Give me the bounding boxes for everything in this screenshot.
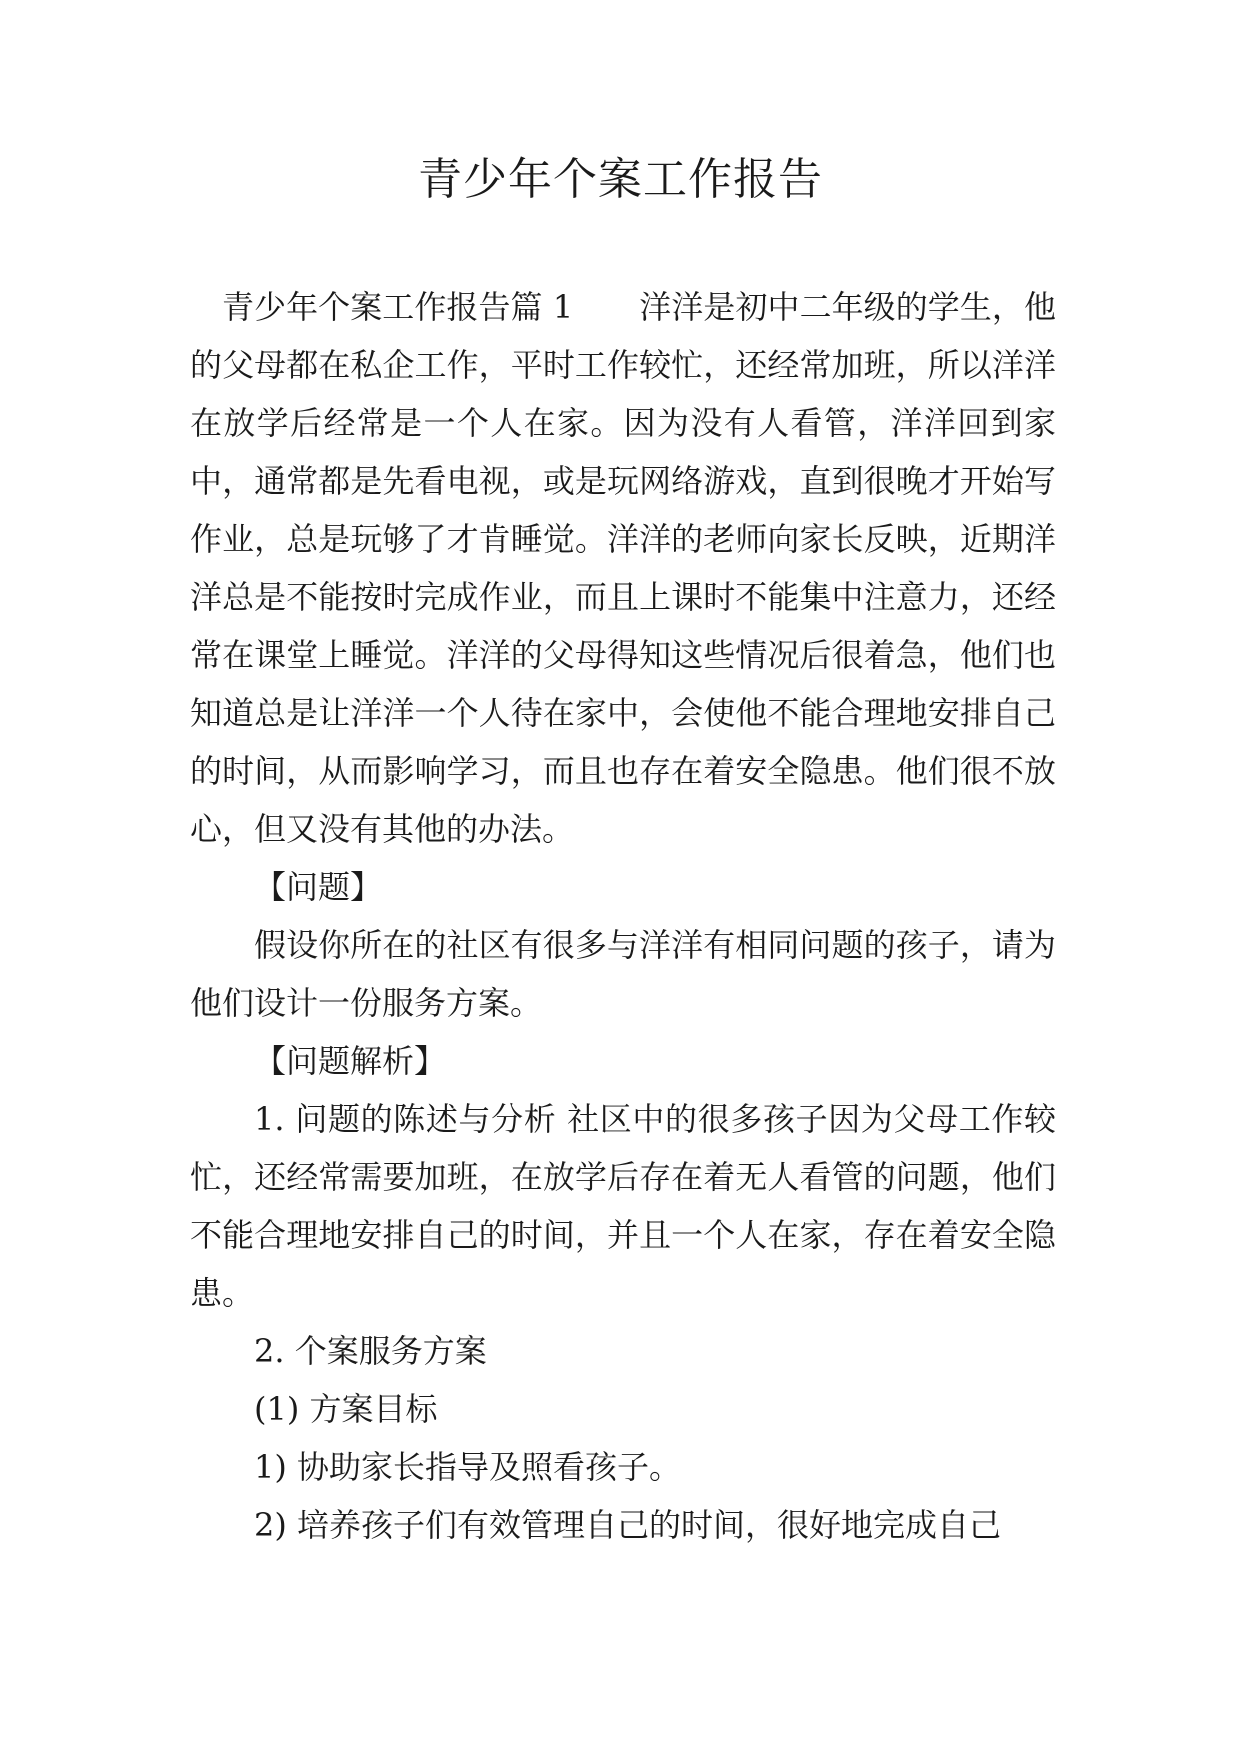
document-title: 青少年个案工作报告 <box>418 154 823 205</box>
plan-goal-heading: (1) 方案目标 <box>254 1390 438 1428</box>
analysis-heading: 【问题解析】 <box>254 1042 447 1080</box>
plan-goal-item-1: 1) 协助家长指导及照看孩子。 <box>254 1448 682 1486</box>
question-text: 假设你所在的社区有很多与洋洋有相同问题的孩子，请为他们设计一份服务方案。 <box>190 926 1056 1022</box>
question-heading: 【问题】 <box>254 868 383 906</box>
document-body <box>190 278 1056 1554</box>
analysis-section-1: 1. 问题的陈述与分析 社区中的很多孩子因为父母工作较忙，还经常需要加班，在放学后存在着无人看管的问题，他们不能合理地安排自己的时间，并且一个人在家，存在着安全隐患。 <box>190 1100 1056 1312</box>
intro-paragraph <box>190 278 1056 858</box>
intro-text: 洋洋是初中二年级的学生，他的父母都在私企工作，平时工作较忙，还经常加班，所以洋洋在放学后经常是一个人在家。因为没有人看管，洋洋回到家中，通常都是先看电视，或是玩网络游戏，直到很晚才开始写作业，总是玩够了才肯睡觉。洋洋的老师向家长反映，近期洋洋总是不能按时完成作业，而且上课时不能集中注意力，还经常在课堂上睡觉。洋洋的父母得知这些情况后很着急，他们也知道总是让洋洋一个人待在家中，会使他不能合理地安排自己的时间，从而影响学习，而且也存在着安全隐患。他们很不放心，但又没有其他的办法。 <box>190 288 1056 848</box>
analysis-section-2: 2. 个案服务方案 <box>254 1332 487 1370</box>
intro-heading: 青少年个案工作报告篇 1 <box>222 288 574 326</box>
plan-goal-item-2: 2) 培养孩子们有效管理自己的时间，很好地完成自己 <box>254 1506 1002 1544</box>
